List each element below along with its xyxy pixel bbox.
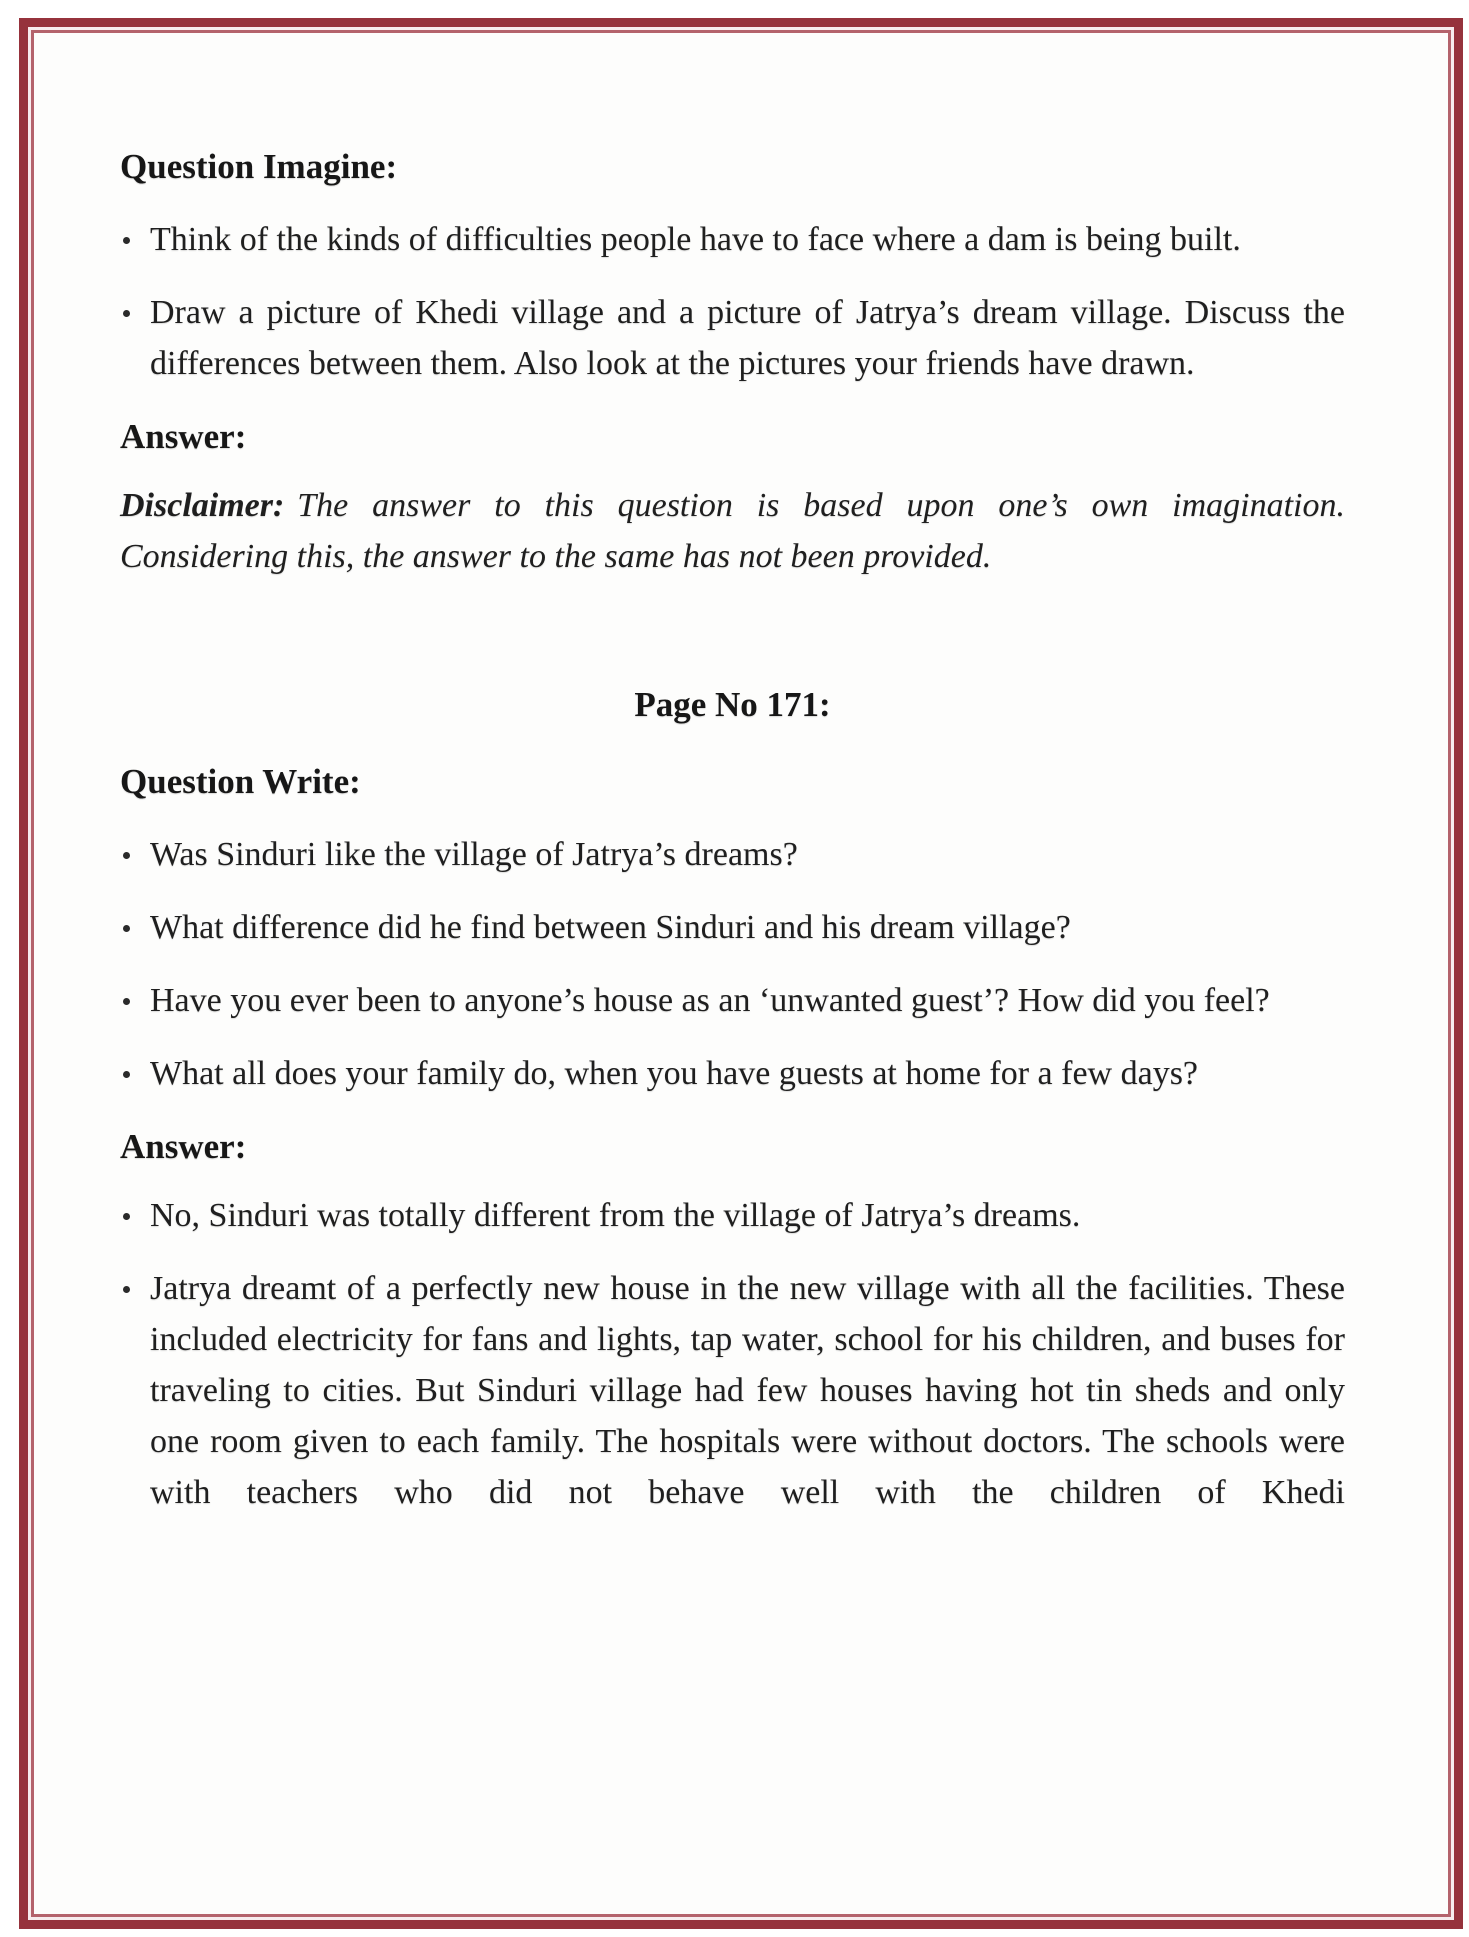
bullet-icon — [120, 829, 150, 880]
bullet-text: Have you ever been to anyone’s house as an ‘unwanted guest’? How did you feel? — [150, 982, 1270, 1019]
bullet-text: Was Sinduri like the village of Jatrya’s dreams? — [150, 836, 798, 873]
answer-label: Answer: — [120, 417, 247, 456]
list-item — [120, 1263, 1345, 1518]
bullet-icon — [120, 975, 150, 1026]
bullet-text: Think of the kinds of difficulties people have to face where a dam is being built. — [150, 221, 1241, 258]
page-border-inner-line — [31, 30, 1451, 1917]
list-item — [120, 287, 1345, 389]
bullet-icon — [120, 214, 150, 265]
bullet-icon — [120, 287, 150, 389]
bullet-text: No, Sinduri was totally different from the village of Jatrya’s dreams. — [150, 1197, 1081, 1234]
list-item — [120, 1048, 1345, 1099]
bullet-text: What all does your family do, when you have guests at home for a few days? — [150, 1055, 1199, 1092]
bullet-text: Jatrya dreamt of a perfectly new house in the new village with all the facilities. These included electricity for fans and lights, tap water, school for his children, and buses for traveling to cities. But Sinduri village had few houses having hot tin sheds and only one room given to each family. The hospitals were without doctors. The schools were with teachers who did not behave well with the children of Khedi — [150, 1270, 1345, 1511]
list-item — [120, 902, 1345, 953]
bullet-text: Draw a picture of Khedi village and a picture of Jatrya’s dream village. Discuss the differences between them. Also look at the pictures your friends have drawn. — [150, 294, 1345, 382]
disclaimer-text: The answer to this question is based upon one’s own imagination. Considering this, the answer to the same has not been provided. — [120, 487, 1345, 575]
list-item — [120, 829, 1345, 880]
list-item — [120, 214, 1345, 265]
disclaimer-label: Disclaimer: — [120, 487, 285, 524]
bullet-icon — [120, 1263, 150, 1518]
bullet-icon — [120, 1048, 150, 1099]
bullet-icon — [120, 1190, 150, 1241]
bullet-icon — [120, 902, 150, 953]
list-item — [120, 1190, 1345, 1241]
page-border-frame — [19, 18, 1463, 1929]
bullet-text: What difference did he find between Sinduri and his dream village? — [150, 909, 1071, 946]
page-number-heading: Page No 171: — [634, 685, 831, 724]
document-content — [34, 33, 1448, 1914]
answer-label: Answer: — [120, 1127, 247, 1166]
list-item — [120, 975, 1345, 1026]
question-write-heading: Question Write: — [120, 762, 361, 801]
disclaimer-paragraph — [120, 480, 1345, 582]
question-imagine-heading: Question Imagine: — [120, 147, 398, 186]
